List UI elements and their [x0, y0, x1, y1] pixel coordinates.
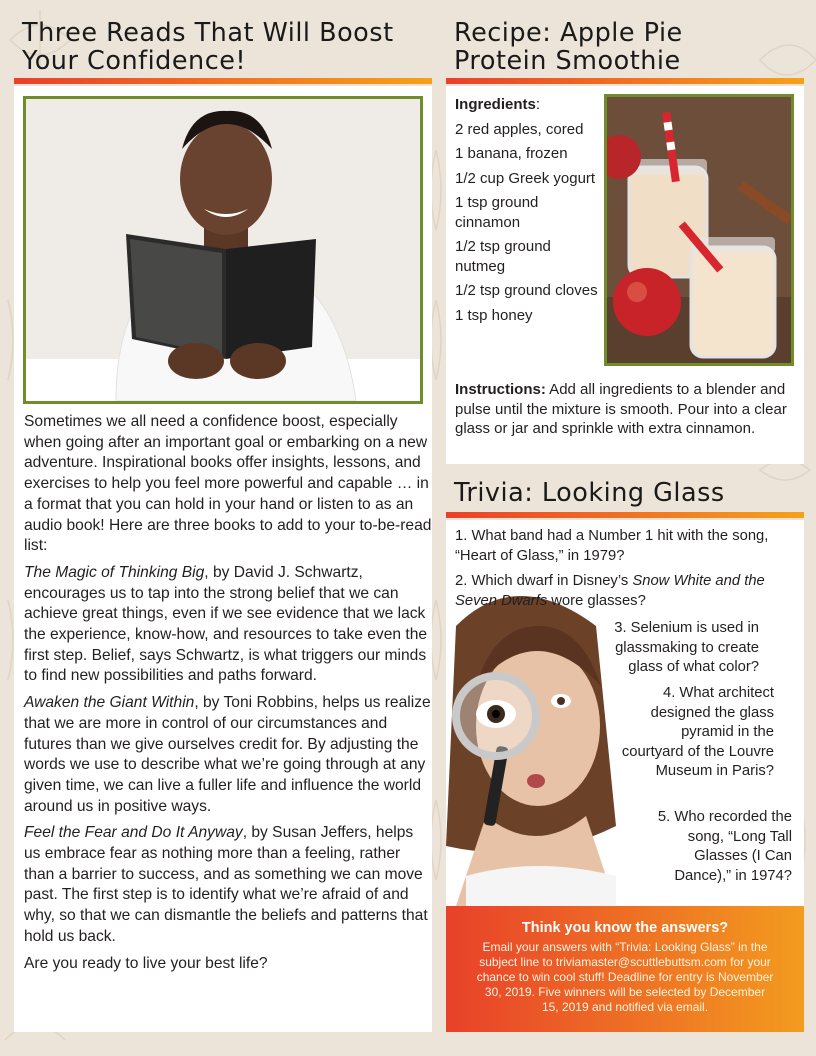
callout-body: Email your answers with “Trivia: Looking Glass” in the subject line to triviamaster@scuttlebuttsm.com for your chance to win cool stuff! Deadline for entry is November 30, 2019. Five winners will be selected by December 15, 2019 and notified via email.	[476, 940, 774, 1014]
book-2	[24, 693, 432, 817]
trivia-q2-pre: 2. Which dwarf in Disney’s	[455, 573, 633, 589]
book-1	[24, 563, 432, 687]
article-body	[24, 412, 432, 980]
ingredients-label: Ingredients	[455, 96, 536, 113]
trivia-callout	[446, 906, 804, 1032]
book-2-text: , by Toni Robbins, helps us realize that we are more in control of our circumstances and futures than we give ourselves credit for. By adjusting the words we use to describe what we’re going through at any given time, we can live a fuller life and influence the world around us in positive ways.	[24, 694, 431, 815]
trivia-title-rule	[446, 512, 804, 518]
trivia-q2	[455, 572, 795, 611]
article-title	[22, 20, 442, 75]
article-intro: Sometimes we all need a confidence boost, especially when going after an important goal or embarking on a new adventure. Inspirational books offer insights, lessons, and exercises to help you feel more powerful and capable … in a format that you can hold in your hand or listen to as an audio book! Here are three books to add to your to-be-read list:	[24, 413, 432, 555]
trivia-q1: 1. What band had a Number 1 hit with the song, “Heart of Glass,” in 1979?	[455, 528, 769, 564]
book-2-title: Awaken the Giant Within	[24, 694, 195, 712]
ingredient-item: 1 banana, frozen	[455, 145, 568, 162]
ingredients-list	[455, 95, 605, 330]
recipe-title	[454, 20, 809, 75]
book-3	[24, 823, 432, 947]
article-closing: Are you ready to live your best life?	[24, 954, 268, 972]
ingredients-heading	[455, 95, 605, 115]
ingredient-item: 2 red apples, cored	[455, 120, 584, 138]
article-title-rule	[14, 78, 432, 84]
recipe-title-rule	[446, 78, 804, 84]
ingredient-item: 1 tsp honey	[455, 306, 533, 324]
ingredient-item: 1 tsp ground cinnamon	[455, 194, 539, 231]
book-3-text: , by Susan Jeffers, helps us embrace fear as nothing more than a feeling, rather than a barrier to success, and as something we can move past. The first step is to identify what we’re afraid of and why, so that we can dismantle the beliefs and patterns that hold us back.	[24, 824, 428, 945]
instructions-label: Instructions:	[455, 381, 546, 398]
smoothie-illustration	[607, 97, 791, 363]
recipe-title-line1: Recipe: Apple Pie	[454, 18, 683, 48]
recipe-title-line2: Protein Smoothie	[454, 45, 681, 76]
ingredient-item: 1/2 tsp ground nutmeg	[455, 238, 551, 275]
ingredient-item: 1/2 tsp ground cloves	[455, 282, 598, 299]
trivia-q2-title: Snow White and the Seven Dwarfs	[455, 573, 765, 609]
book-1-title: The Magic of Thinking Big	[24, 563, 205, 581]
ingredient-item: 1/2 cup Greek yogurt	[455, 169, 596, 187]
callout-title: Think you know the answers?	[521, 920, 729, 936]
instructions-text: Add all ingredients to a blender and pulse until the mixture is smooth. Pour into a clear glass or jar and sprinkle with extra cinnamon.	[455, 381, 787, 437]
reading-man-illustration	[26, 99, 420, 401]
recipe-instructions	[455, 380, 795, 439]
book-3-title: Feel the Fear and Do It Anyway	[24, 824, 243, 842]
reading-man-photo	[23, 96, 423, 404]
ingredients-colon: :	[535, 96, 541, 113]
article-title-line1: Three Reads That Will Boost	[22, 18, 394, 48]
book-1-text: , by David J. Schwartz, encourages us to tap into the strong belief that we can achieve great things, even if we see evidence that we lack the experience, know-how, and resources to take even the first step. Belief, says Schwartz, is what triggers our minds to find new possibilities and paths forward.	[24, 563, 428, 685]
trivia-q2-post: wore glasses?	[547, 592, 646, 609]
trivia-q4: 4. What architect designed the glass pyramid in the courtyard of the Louvre Museum in Paris?	[621, 685, 774, 779]
trivia-q3: 3. Selenium is used in glassmaking to create glass of what color?	[614, 620, 759, 675]
smoothie-photo	[604, 94, 794, 366]
trivia-q5: 5. Who recorded the song, “Long Tall Glasses (I Can Dance),” in 1974?	[657, 809, 792, 884]
trivia-title: Trivia: Looking Glass	[454, 478, 725, 508]
article-title-line2: Your Confidence!	[22, 45, 247, 76]
